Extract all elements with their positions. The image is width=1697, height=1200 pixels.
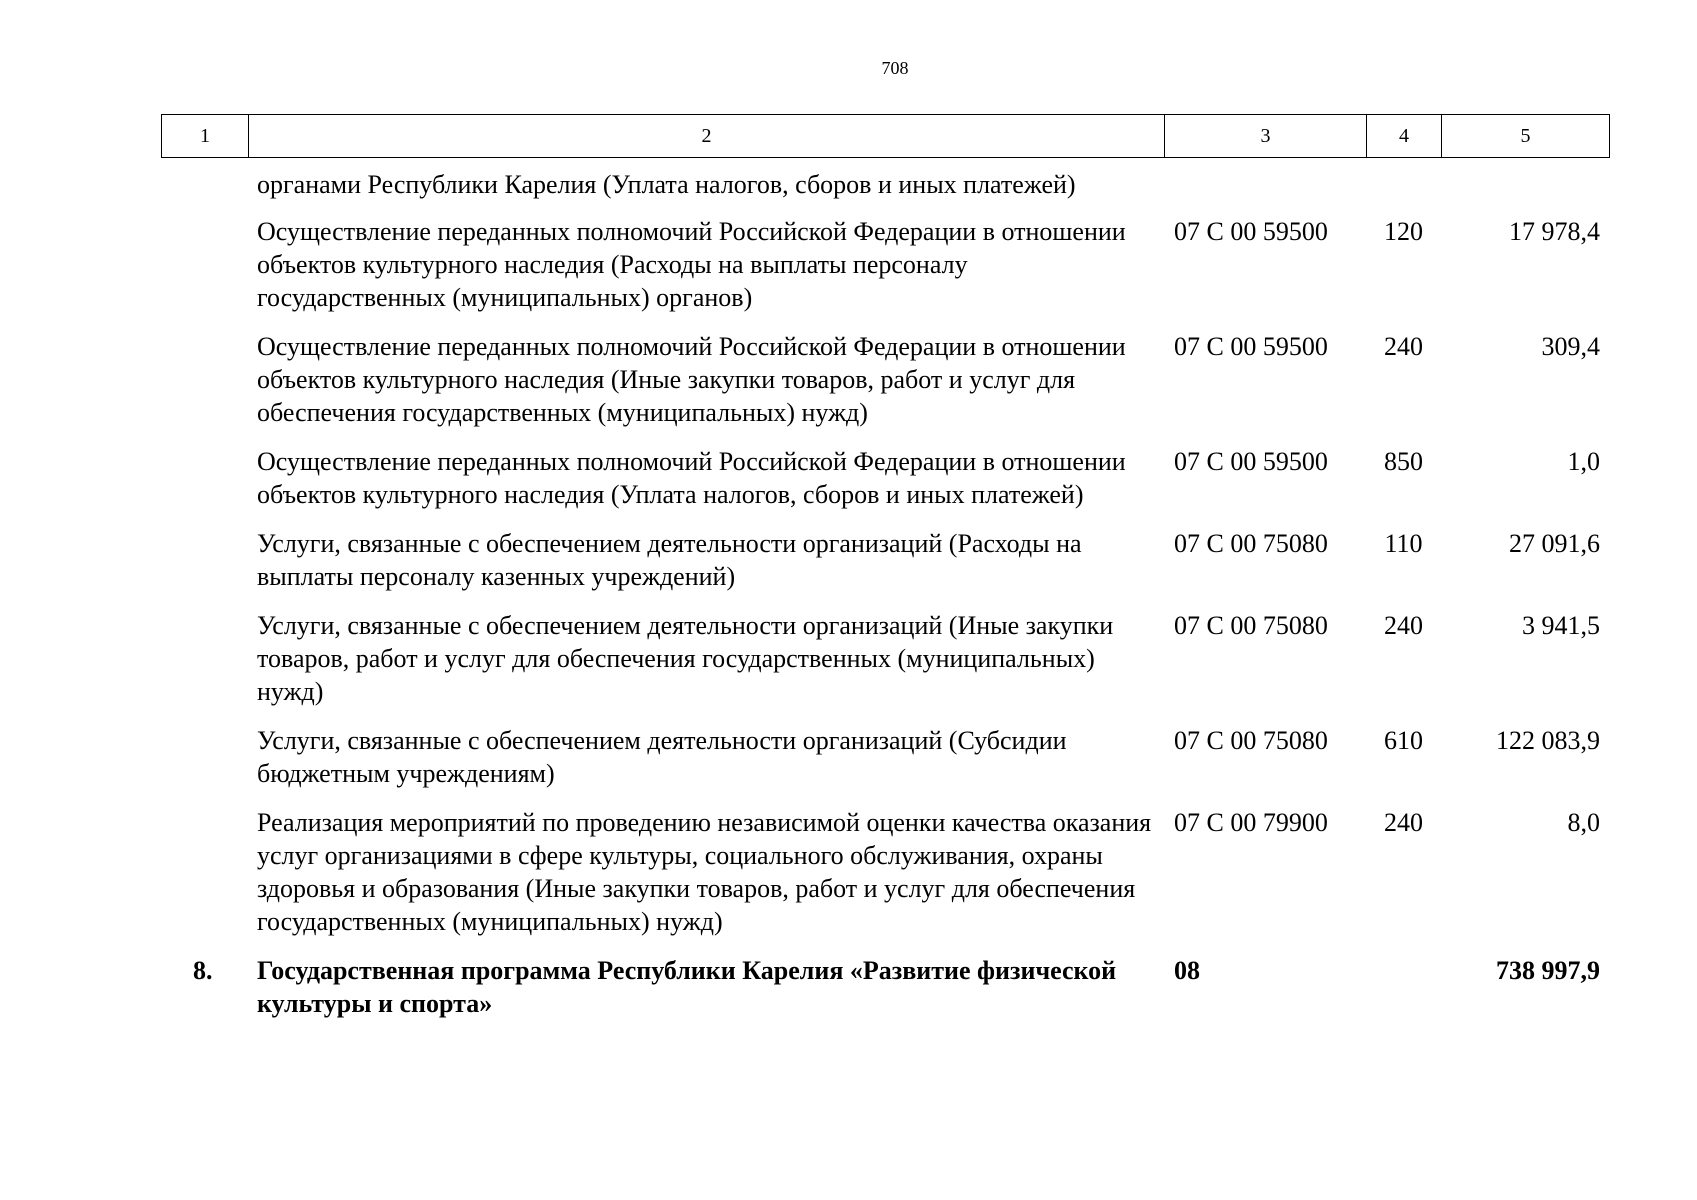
row-amount <box>1441 168 1610 201</box>
table-row <box>161 806 1610 938</box>
table-header <box>161 114 1610 158</box>
table-body <box>161 168 1610 1036</box>
row-type: 240 <box>1384 332 1423 361</box>
row-code: 07 С 00 59500 <box>1174 217 1328 246</box>
table-row <box>161 724 1610 790</box>
row-amount: 309,4 <box>1541 332 1600 361</box>
row-number <box>161 527 248 593</box>
row-type: 850 <box>1384 447 1423 476</box>
table-row-program <box>161 954 1610 1020</box>
row-code: 07 С 00 75080 <box>1174 726 1328 755</box>
row-code: 07 С 00 75080 <box>1174 611 1328 640</box>
row-type: 240 <box>1384 611 1423 640</box>
row-number <box>161 445 248 511</box>
row-code: 07 С 00 59500 <box>1174 332 1328 361</box>
row-number <box>161 609 248 708</box>
table-row <box>161 215 1610 314</box>
row-amount: 738 997,9 <box>1496 956 1600 985</box>
row-code: 07 С 00 75080 <box>1174 529 1328 558</box>
row-name: Услуги, связанные с обеспечением деятельности организаций (Субсидии бюджетным учреждениям) <box>257 726 1067 788</box>
row-amount: 3 941,5 <box>1522 611 1600 640</box>
row-name: органами Республики Карелия (Уплата налогов, сборов и иных платежей) <box>257 170 1076 199</box>
row-amount: 122 083,9 <box>1496 726 1600 755</box>
row-code: 07 С 00 59500 <box>1174 447 1328 476</box>
page-number: 708 <box>881 58 909 78</box>
row-name: Осуществление переданных полномочий Российской Федерации в отношении объектов культурного наследия (Иные закупки товаров, работ и услуг для обеспечения государственных (муниципальных) нужд) <box>257 332 1126 427</box>
row-name: Услуги, связанные с обеспечением деятельности организаций (Расходы на выплаты персоналу казенных учреждений) <box>257 529 1082 591</box>
header-col-1: 1 <box>162 115 249 157</box>
row-name: Осуществление переданных полномочий Российской Федерации в отношении объектов культурного наследия (Расходы на выплаты персоналу государственных (муниципальных) органов) <box>257 217 1126 312</box>
row-type: 120 <box>1384 217 1423 246</box>
table-row <box>161 445 1610 511</box>
row-number: 8. <box>193 956 213 985</box>
row-number <box>161 168 248 201</box>
row-type: 110 <box>1384 529 1423 558</box>
table-row <box>161 527 1610 593</box>
table-row <box>161 168 1610 201</box>
row-amount: 1,0 <box>1567 447 1600 476</box>
row-type <box>1366 168 1441 201</box>
row-number <box>161 330 248 429</box>
header-col-2: 2 <box>249 115 1165 157</box>
header-col-4: 4 <box>1367 115 1442 157</box>
row-amount: 27 091,6 <box>1509 529 1600 558</box>
row-name: Осуществление переданных полномочий Российской Федерации в отношении объектов культурного наследия (Уплата налогов, сборов и иных платежей) <box>257 447 1126 509</box>
row-code: 08 <box>1174 956 1200 985</box>
row-code: 07 С 00 79900 <box>1174 808 1328 837</box>
row-type: 610 <box>1384 726 1423 755</box>
row-amount: 8,0 <box>1567 808 1600 837</box>
header-col-5: 5 <box>1520 124 1531 147</box>
row-type: 240 <box>1384 808 1423 837</box>
row-amount: 17 978,4 <box>1509 217 1600 246</box>
row-name: Государственная программа Республики Карелия «Развитие физической культуры и спорта» <box>257 956 1117 1018</box>
header-col-3: 3 <box>1165 115 1367 157</box>
row-name: Реализация мероприятий по проведению независимой оценки качества оказания услуг организациями в сфере культуры, социального обслуживания, охраны здоровья и образования (Иные закупки товаров, работ и услуг для обеспечения государственных (муниципальных) нужд) <box>257 808 1152 936</box>
table-row <box>161 609 1610 708</box>
row-number <box>161 806 248 938</box>
row-name: Услуги, связанные с обеспечением деятельности организаций (Иные закупки товаров, работ и услуг для обеспечения государственных (муниципальных) нужд) <box>257 611 1114 706</box>
row-number <box>161 215 248 314</box>
row-type <box>1366 954 1441 1020</box>
row-number <box>161 724 248 790</box>
row-code <box>1164 168 1366 201</box>
table-row <box>161 330 1610 429</box>
